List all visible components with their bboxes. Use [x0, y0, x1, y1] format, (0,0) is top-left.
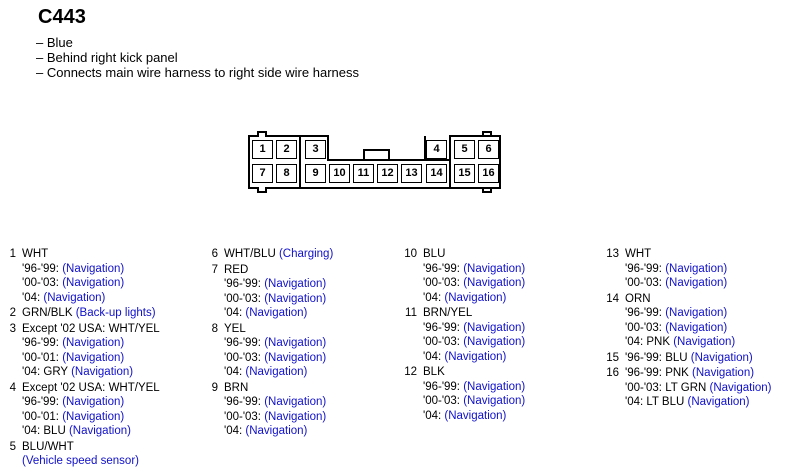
pin-entry [8, 381, 160, 439]
circuit-note: (Navigation) [692, 367, 755, 379]
wire-spec: '00-'01: [22, 410, 63, 423]
pin-number: 11 [405, 307, 417, 319]
pin-entry [405, 306, 526, 364]
pin-number: 15 [606, 351, 619, 364]
circuit-note: (Charging) [278, 248, 334, 260]
pin-entry [210, 381, 333, 439]
wire-spec: Except '02 USA: WHT/YEL [22, 322, 160, 335]
wire-line [224, 336, 333, 351]
circuit-note: (Navigation) [673, 336, 736, 348]
wire-spec: '96-'99: [625, 262, 666, 275]
wire-line [22, 424, 160, 439]
wire-spec: '00-'03: [224, 292, 265, 305]
pin-entry [210, 247, 333, 262]
wire-spec: '04: BLU [22, 425, 69, 437]
pin-entry [210, 263, 333, 321]
note-location: – Behind right kick panel [36, 50, 178, 65]
wire-line [625, 306, 772, 321]
wire-line [625, 366, 772, 381]
wire-line [625, 247, 772, 262]
wire-spec: BLU/WHT [22, 440, 74, 453]
wire-line [224, 381, 333, 396]
wire-line [625, 381, 772, 396]
wire-spec: '04: [224, 425, 246, 437]
pin-3: 3 [305, 140, 326, 159]
pin-number: 10 [404, 248, 417, 260]
circuit-note: (Navigation) [62, 262, 125, 275]
wire-line [423, 335, 525, 350]
circuit-note: (Navigation) [463, 277, 526, 289]
wire-line [625, 262, 772, 277]
pin-15: 15 [454, 164, 475, 183]
circuit-note: (Navigation) [62, 396, 125, 408]
wire-line [423, 321, 525, 336]
pin-number: 12 [404, 366, 417, 378]
circuit-note: (Navigation) [665, 321, 728, 334]
circuit-note: (Navigation) [690, 351, 753, 364]
wire-line [224, 247, 333, 262]
circuit-note: (Vehicle speed sensor) [22, 455, 139, 467]
wire-line [22, 262, 160, 277]
wire-line [22, 410, 160, 425]
wire-spec: '04: PNK [625, 336, 674, 348]
pinout-column-4 [606, 247, 772, 411]
circuit-note: (Navigation) [264, 278, 327, 290]
wire-line [22, 291, 160, 306]
wire-spec: '00-'03: [423, 395, 464, 407]
wire-line [224, 292, 333, 307]
circuit-note: (Navigation) [665, 307, 728, 319]
pin-number: 8 [211, 322, 218, 335]
wire-spec: '96-'99: [224, 278, 265, 290]
wire-line [22, 276, 160, 291]
circuit-note: (Navigation) [245, 366, 308, 378]
wire-line [22, 365, 160, 380]
wire-spec: '04: [423, 350, 445, 363]
wire-line [625, 276, 772, 291]
wire-spec: '00-'03: LT GRN [625, 381, 710, 394]
wire-line [224, 322, 333, 337]
circuit-note: (Navigation) [444, 291, 507, 304]
wire-spec: '04: GRY [22, 366, 72, 378]
wire-spec: '96-'99: [625, 307, 666, 319]
wire-spec: '00-'01: [22, 351, 63, 364]
wire-spec: '04: [224, 307, 246, 319]
wire-spec: '00-'03: [22, 277, 63, 289]
circuit-note: (Navigation) [444, 350, 507, 363]
pin-10: 10 [329, 164, 350, 183]
pin-number: 3 [9, 322, 16, 335]
circuit-note: (Navigation) [245, 425, 308, 437]
circuit-note: (Navigation) [62, 351, 125, 364]
circuit-note: (Navigation) [264, 396, 327, 408]
wire-line [625, 321, 772, 336]
pinout-column-2 [210, 247, 333, 440]
wire-spec: '96-'99: BLU [625, 351, 691, 364]
wire-spec: ORN [625, 292, 651, 305]
pin-1: 1 [252, 140, 273, 159]
wire-line [423, 350, 525, 365]
wire-spec: '00-'03: [423, 277, 464, 289]
wire-line [22, 454, 160, 469]
pin-12: 12 [377, 164, 398, 183]
wire-spec: GRN/BLK [22, 307, 76, 319]
wire-spec: '96-'99: [22, 262, 63, 275]
wire-line [423, 409, 525, 424]
circuit-note: (Back-up lights) [75, 307, 156, 319]
circuit-note: (Navigation) [71, 366, 134, 378]
pin-number: 2 [9, 307, 16, 319]
wire-line [224, 351, 333, 366]
wire-spec: '96-'99: [224, 337, 265, 349]
circuit-note: (Navigation) [463, 380, 526, 393]
wire-spec: WHT [625, 248, 652, 260]
pin-entry [8, 322, 160, 380]
wire-spec: YEL [224, 322, 246, 335]
connector-title: C443 [38, 6, 86, 28]
wire-spec: '04: [423, 409, 445, 422]
circuit-note: (Navigation) [62, 277, 125, 289]
pin-13: 13 [401, 164, 422, 183]
wire-line [224, 424, 333, 439]
wire-line [224, 410, 333, 425]
pin-number: 5 [9, 440, 16, 453]
wire-line [22, 247, 160, 262]
pinout-column-3 [404, 247, 526, 424]
wire-spec: '00-'03: [625, 321, 666, 334]
circuit-note: (Navigation) [709, 381, 772, 394]
wire-spec: '04: [423, 291, 445, 304]
wire-line [22, 440, 160, 455]
pin-7: 7 [252, 164, 273, 183]
pin-9: 9 [305, 164, 326, 183]
wire-line [423, 291, 525, 306]
wire-spec: '00-'03: [224, 410, 265, 423]
pin-4: 4 [426, 140, 447, 159]
wire-line [625, 335, 772, 350]
wire-line [224, 306, 333, 321]
wire-line [22, 322, 160, 337]
circuit-note: (Navigation) [264, 292, 327, 305]
pin-number: 16 [606, 367, 619, 379]
pin-16: 16 [478, 164, 499, 183]
note-color: – Blue [36, 35, 73, 50]
pin-6: 6 [478, 140, 499, 159]
pin-number: 7 [211, 263, 218, 276]
connector-diagram [246, 130, 506, 194]
pin-11: 11 [353, 164, 374, 183]
wire-line [224, 365, 333, 380]
connector-notes [36, 35, 359, 80]
pin-number: 14 [606, 292, 619, 305]
pin-entry [404, 365, 526, 423]
pin-entry [606, 247, 772, 291]
circuit-note: (Navigation) [665, 277, 728, 289]
circuit-note: (Navigation) [62, 337, 125, 349]
circuit-note: (Navigation) [665, 262, 728, 275]
wire-line [625, 351, 772, 366]
circuit-note: (Navigation) [444, 409, 507, 422]
pin-entry [8, 306, 160, 321]
wire-line [22, 351, 160, 366]
pin-number: 4 [9, 381, 16, 394]
circuit-note: (Navigation) [245, 307, 308, 319]
wire-spec: '96-'99: [423, 380, 464, 393]
wire-line [224, 263, 333, 278]
pinout-column-1 [8, 247, 160, 470]
wire-line [423, 365, 525, 380]
circuit-note: (Navigation) [264, 337, 327, 349]
wire-line [625, 292, 772, 307]
wire-spec: '04: [22, 291, 44, 304]
wire-spec: '00-'03: [224, 351, 265, 364]
wire-spec: '96-'99: [423, 321, 464, 334]
circuit-note: (Navigation) [463, 262, 526, 275]
circuit-note: (Navigation) [68, 425, 131, 437]
pin-entry [404, 247, 526, 305]
pin-entry [606, 292, 772, 350]
circuit-note: (Navigation) [687, 396, 750, 408]
wire-line [224, 277, 333, 292]
pin-entry [8, 247, 160, 305]
wire-spec: '96-'99: [423, 262, 464, 275]
pin-number: 1 [9, 248, 16, 260]
circuit-note: (Navigation) [463, 321, 526, 334]
pin-14: 14 [426, 164, 447, 183]
wire-spec: RED [224, 263, 249, 276]
pin-number: 13 [606, 248, 619, 260]
wire-line [423, 247, 525, 262]
wire-line [423, 394, 525, 409]
wire-spec: '96-'99: [224, 396, 265, 408]
wire-line [625, 395, 772, 410]
wire-line [22, 395, 160, 410]
wire-line [22, 381, 160, 396]
pin-5: 5 [454, 140, 475, 159]
wire-line [22, 336, 160, 351]
wire-line [423, 262, 525, 277]
pin-entry [210, 322, 333, 380]
pin-number: 6 [211, 248, 218, 260]
wire-line [22, 306, 160, 321]
wire-spec: '00-'03: [423, 336, 464, 348]
circuit-note: (Navigation) [463, 395, 526, 407]
note-function: – Connects main wire harness to right side wire harness [36, 65, 359, 80]
pin-entry [606, 366, 772, 410]
wire-spec: '96-'99: [22, 337, 63, 349]
wire-spec: '96-'99: PNK [625, 367, 693, 379]
wire-line [423, 306, 525, 321]
wire-line [423, 380, 525, 395]
wire-spec: BLK [423, 366, 445, 378]
wire-line [224, 395, 333, 410]
wire-spec: '04: [224, 366, 246, 378]
pin-entry [8, 440, 160, 469]
wire-spec: '04: LT BLU [625, 396, 688, 408]
pin-number: 9 [211, 381, 218, 394]
pin-8: 8 [276, 164, 297, 183]
wire-spec: BLU [423, 248, 446, 260]
circuit-note: (Navigation) [62, 410, 125, 423]
wire-spec: WHT/BLU [224, 248, 279, 260]
pin-entry [606, 351, 772, 366]
wire-spec: WHT [22, 248, 49, 260]
pin-2: 2 [276, 140, 297, 159]
circuit-note: (Navigation) [264, 410, 327, 423]
wire-spec: '00-'03: [625, 277, 666, 289]
wire-line [423, 276, 525, 291]
wire-spec: BRN [224, 381, 249, 394]
circuit-note: (Navigation) [43, 291, 106, 304]
wire-spec: Except '02 USA: WHT/YEL [22, 381, 160, 394]
wire-spec: BRN/YEL [423, 307, 473, 319]
circuit-note: (Navigation) [463, 336, 526, 348]
circuit-note: (Navigation) [264, 351, 327, 364]
wire-spec: '96-'99: [22, 396, 63, 408]
